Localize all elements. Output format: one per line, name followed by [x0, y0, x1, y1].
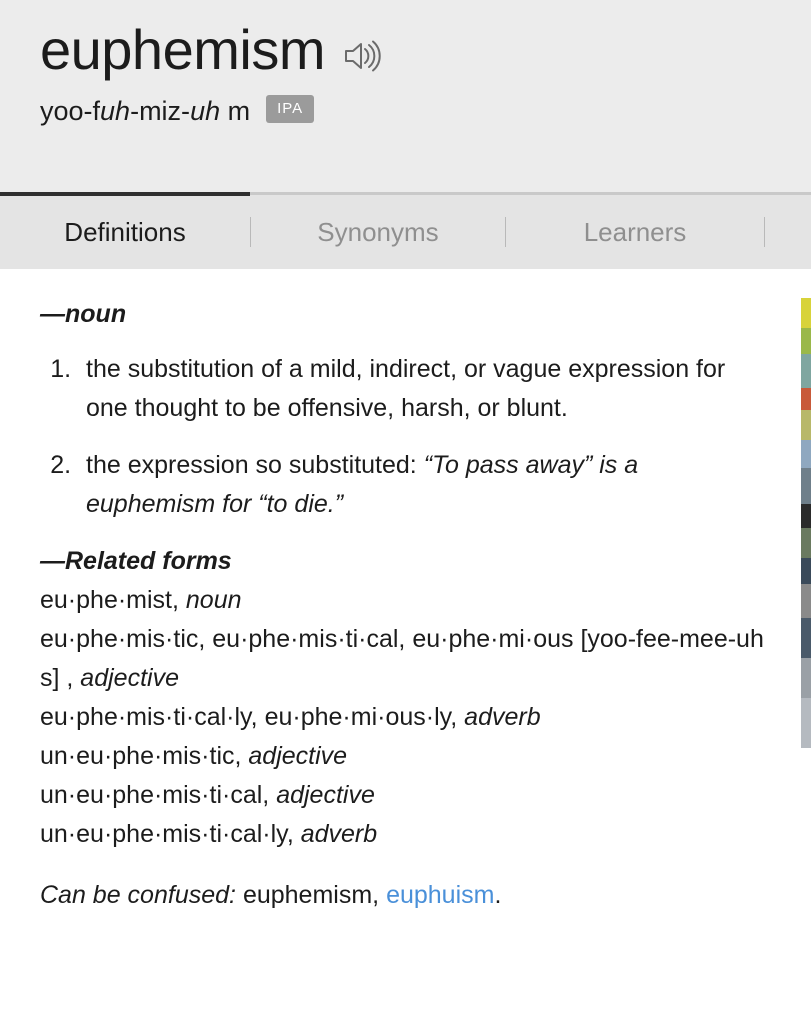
tab-synonyms[interactable]: Synonyms	[317, 216, 439, 247]
related-form-pos: adverb	[464, 703, 541, 731]
related-forms-heading: —Related forms	[40, 547, 232, 575]
related-form-line	[40, 698, 771, 737]
related-form-pos: noun	[185, 586, 242, 614]
can-be-confused-link[interactable]: euphuism	[386, 881, 495, 909]
definition-text: the substitution of a mild, indirect, or vague expression for one thought to be offensive, harsh, or blunt.	[86, 355, 726, 422]
related-form-words: un·eu·phe·mis·ti·cal·ly,	[40, 820, 301, 848]
can-be-confused-label: Can be confused:	[40, 881, 236, 909]
related-form-pos: adjective	[276, 781, 375, 809]
tab-learners[interactable]: Learners	[583, 216, 687, 247]
can-be-confused	[40, 876, 771, 915]
can-be-confused-period: .	[494, 881, 502, 909]
related-form-line	[40, 815, 771, 854]
speaker-icon[interactable]	[343, 39, 381, 73]
part-of-speech: —noun	[40, 300, 127, 328]
related-form-words: eu·phe·mis·ti·cal·ly, eu·phe·mi·ous·ly,	[40, 703, 465, 731]
definition-content	[0, 269, 811, 915]
can-be-confused-word: euphemism,	[242, 881, 380, 909]
related-form-words: un·eu·phe·mis·tic,	[40, 742, 249, 770]
related-form-words: eu·phe·mist,	[40, 586, 186, 614]
related-form-words: un·eu·phe·mis·ti·cal,	[40, 781, 277, 809]
related-form-pos: adjective	[248, 742, 348, 770]
list-item	[78, 446, 771, 524]
related-form-words: eu·phe·mis·tic, eu·phe·mis·ti·cal, eu·phe·mi·ous [yoo-fee-mee-uh s] ,	[40, 625, 764, 692]
related-form-line	[40, 620, 771, 698]
pronunciation-row	[40, 96, 771, 127]
page-title: euphemism	[40, 18, 325, 81]
entry-header	[0, 0, 811, 192]
related-form-line	[40, 581, 771, 620]
related-form-line	[40, 776, 771, 815]
page-edge-strip	[801, 298, 811, 748]
related-form-pos: adverb	[300, 820, 378, 848]
definition-example: “To pass away” is a euphemism for “to die.”	[86, 451, 639, 518]
headword-row	[40, 18, 771, 82]
list-item	[78, 350, 771, 428]
related-form-line	[40, 737, 771, 776]
ipa-badge[interactable]: IPA	[266, 95, 314, 123]
tab-bar	[0, 192, 811, 269]
pronunciation: yoo-fuh-miz-uh m	[40, 96, 251, 127]
definition-text: the expression so substituted:	[86, 451, 417, 479]
definition-list	[40, 350, 771, 524]
related-form-pos: adjective	[80, 664, 179, 692]
tab-divider	[764, 217, 765, 247]
tab-definitions[interactable]: Definitions	[0, 192, 250, 269]
